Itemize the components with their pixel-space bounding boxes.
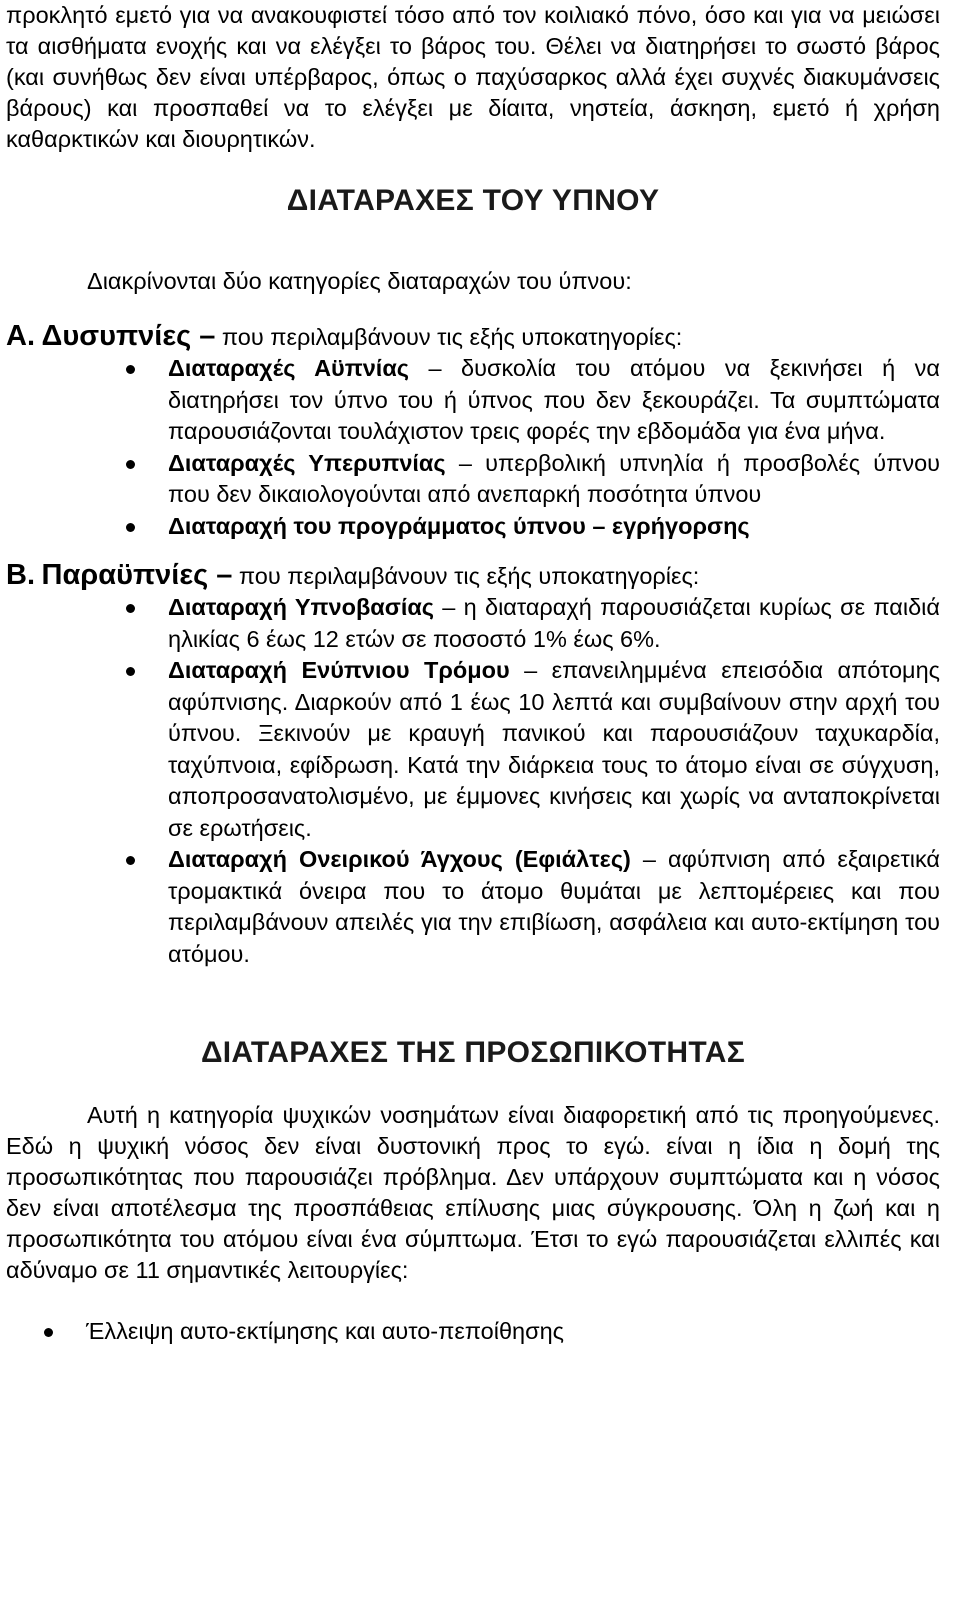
bullet-icon [126, 856, 135, 865]
personality-disorders-heading: ΔΙΑΤΑΡΑΧΕΣ ΤΗΣ ΠΡΟΣΩΠΙΚΟΤΗΤΑΣ [200, 1036, 746, 1069]
list-item [6, 448, 940, 511]
section-a-heading [6, 321, 940, 353]
list-item [6, 655, 940, 844]
section-a-letter: Α. [6, 320, 35, 352]
item-term: Διαταραχές Υπερυπνίας [168, 449, 446, 476]
item-text: – υπερβολική υπνηλία ή προσβολές ύπνου που δεν δικαιολογούνται από ανεπαρκή ποσότητα ύπνου [168, 449, 940, 507]
section-a-title: Δυσυπνίες – [41, 320, 216, 352]
list-item [6, 1316, 940, 1348]
bullet-icon [126, 460, 135, 469]
item-term: Διαταραχή Υπνοβασίας [168, 594, 435, 620]
bullet-icon [44, 1328, 53, 1337]
personality-paragraph: Αυτή η κατηγορία ψυχικών νοσημάτων είναι διαφορετική από τις προηγούμενες. Εδώ η ψυχική νόσος δεν είναι δυστονική προς το εγώ. είναι η ίδια η δομή της προσωπικότητας που παρουσιάζει πρόβλημα. Δεν υπάρχουν συμπτώματα και η νόσος δεν είναι αποτέλεσμα της προσπάθειας επίλυσης μιας σύγκρουσης. Όλη η ζωή και η προσωπικότητα του ατόμου είναι ένα σύμπτωμα. Έτσι το εγώ παρουσιάζεται ελλιπές και αδύναμο σε 11 σημαντικές λειτουργίες: [6, 1102, 940, 1283]
bullet-icon [126, 523, 135, 532]
section-b-heading [6, 560, 940, 592]
sleep-disorders-heading: ΔΙΑΤΑΡΑΧΕΣ ΤΟΥ ΥΠΝΟΥ [286, 184, 660, 217]
item-text: – αφύπνιση από εξαιρετικά τρομακτικά όνειρα που το άτομο θυμάται με λεπτομέρειες και που περιλαμβάνουν απειλές για την επιβίωση, ασφάλεια και αυτο-εκτίμηση του ατόμου. [168, 846, 940, 967]
item-text: – επανειλημμένα επεισόδια απότομης αφύπνισης. Διαρκούν από 1 έως 10 λεπτά και συμβαίνουν στην αρχή του ύπνου. Ξεκινούν με κραυγή πανικού και παρουσιάζουν ταχυκαρδία, ταχύπνοια, εφίδρωση. Κατά την διάρκεια τους το άτομο είναι σε σύγχυση, αποπροσανατολισμένο, με έμμονες κινήσεις και χωρίς να ανταποκρίνεται σε ερωτήσεις. [168, 657, 940, 841]
item-term: Διαταραχή του προγράμματος ύπνου – εγρήγορσης [168, 512, 750, 539]
bullet-icon [126, 365, 135, 374]
sleep-intro: Διακρίνονται δύο κατηγορίες διαταραχών του ύπνου: [87, 268, 632, 294]
section-b-title: Παραϋπνίες – [41, 559, 233, 591]
section-a-text: που περιλαμβάνουν τις εξής υποκατηγορίες: [215, 324, 683, 350]
section-b-list [6, 592, 940, 970]
list-item [6, 844, 940, 970]
list-item [6, 353, 940, 448]
section-b-letter: Β. [6, 559, 35, 591]
item-term: Διαταραχή Ονειρικού Άγχους (Εφιάλτες) [168, 846, 631, 872]
top-paragraph: προκλητό εμετό για να ανακουφιστεί τόσο από τον κοιλιακό πόνο, όσο και για να μειώσει τα αισθήματα ενοχής και να ελέγξει το βάρος του. Θέλει να διατηρήσει το σωστό βάρος (και συνήθως δεν είναι υπέρβαρος, όπως ο παχύσαρκος αλλά έχει συχνές διακυμάνσεις βάρους) και προσπαθεί να το ελέγξει με δίαιτα, νηστεία, άσκηση, εμετό ή χρήση καθαρκτικών και διουρητικών. [6, 2, 940, 152]
list-item [6, 592, 940, 655]
item-text: Έλλειψη αυτο-εκτίμησης και αυτο-πεποίθησης [86, 1318, 565, 1344]
section-a-list [6, 353, 940, 542]
section-b-text: που περιλαμβάνουν τις εξής υποκατηγορίες: [232, 563, 700, 589]
bullet-icon [126, 667, 135, 676]
item-term: Διαταραχές Αϋπνίας [168, 355, 409, 381]
item-text: – η διαταραχή παρουσιάζεται κυρίως σε παιδιά ηλικίας 6 έως 12 ετών σε ποσοστό 1% έως 6%. [168, 594, 940, 652]
personality-list [6, 1316, 940, 1348]
list-item [6, 511, 940, 543]
item-term: Διαταραχή Ενύπνιου Τρόμου [168, 657, 510, 683]
document-page [6, 0, 940, 1348]
item-text: – δυσκολία του ατόμου να ξεκινήσει ή να διατηρήσει τον ύπνο του ή ύπνος που δεν ξεκουράζει. Τα συμπτώματα παρουσιάζονται τουλάχιστον τρεις φορές την εβδομάδα για ένα μήνα. [168, 355, 940, 444]
bullet-icon [126, 604, 135, 613]
